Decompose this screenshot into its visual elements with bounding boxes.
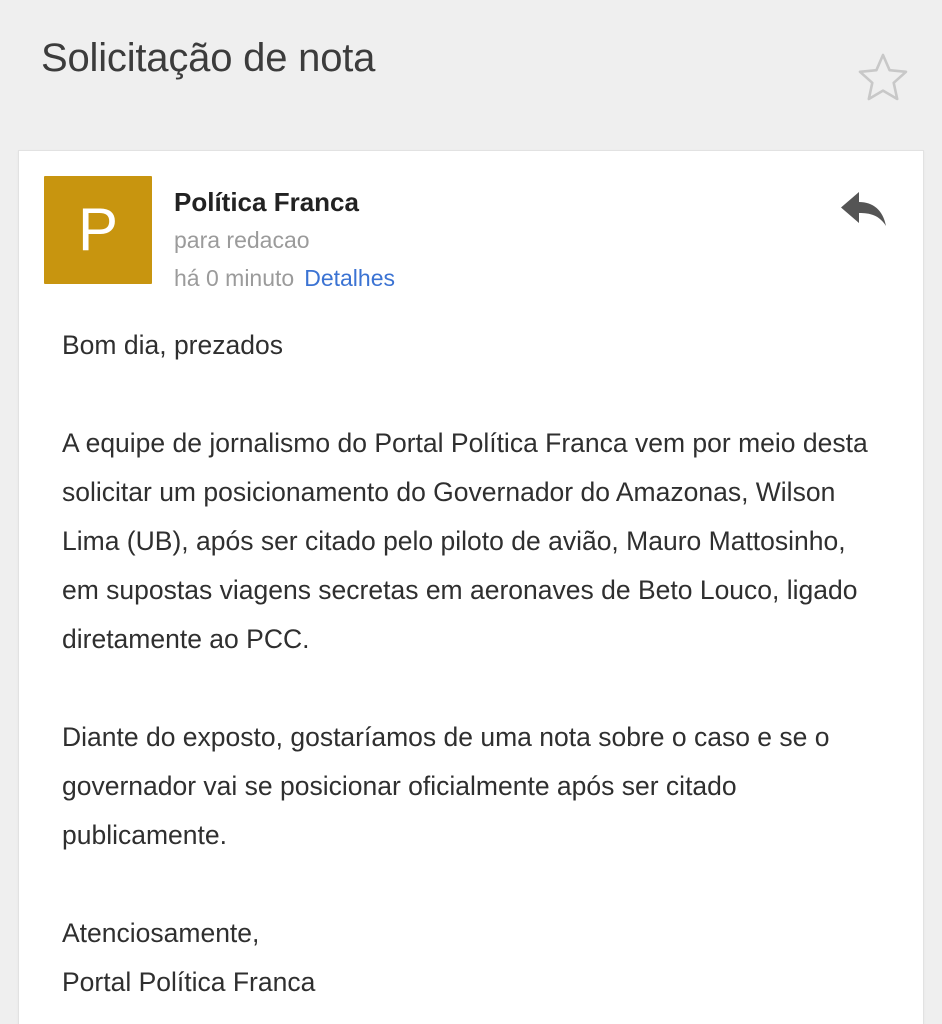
message-body (19, 295, 923, 1024)
details-link[interactable]: Detalhes (304, 265, 395, 291)
sender-info (174, 176, 897, 295)
page-title: Solicitação de nota (41, 36, 376, 80)
body-greeting: Bom dia, prezados (62, 330, 283, 360)
star-icon[interactable] (854, 48, 912, 106)
subject-header (0, 0, 942, 152)
sender-name: Política Franca (174, 187, 359, 217)
message-header (19, 151, 923, 295)
recipient-line[interactable]: para redacao (174, 227, 310, 253)
message-meta (174, 261, 897, 295)
reply-arrow-icon[interactable] (837, 187, 891, 231)
body-paragraph-1: A equipe de jornalismo do Portal Política Franca vem por meio desta solicitar um posicionamento do Governador do Amazonas, Wilson Lima (UB), após ser citado pelo piloto de avião, Mauro Mattosinho, em supostas viagens secretas em aeronaves de Beto Louco, ligado diretamente ao PCC. (62, 428, 876, 654)
avatar: P (44, 176, 152, 284)
body-paragraph-2: Diante do exposto, gostaríamos de uma nota sobre o caso e se o governador vai se posicionar oficialmente após ser citado publicamente. (62, 722, 837, 850)
body-closing: Atenciosamente, (62, 918, 260, 948)
timestamp: há 0 minuto (174, 265, 295, 291)
message-card (18, 150, 924, 1024)
body-signature: Portal Política Franca (62, 967, 316, 997)
